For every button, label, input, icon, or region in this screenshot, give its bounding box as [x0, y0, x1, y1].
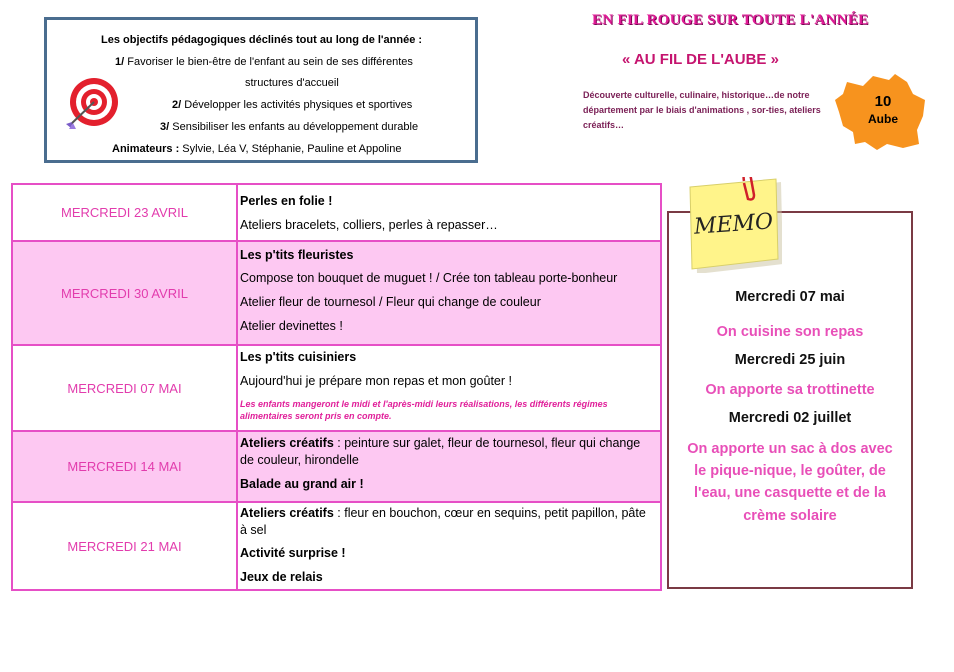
memo-date-1: Mercredi 07 mai: [735, 289, 845, 305]
day-label: MERCREDI 14 MAI: [13, 432, 238, 501]
activity-line: [240, 436, 640, 450]
objectives-title: Les objectifs pédagogiques déclinés tout au long de l'année :: [101, 34, 423, 46]
activity-line: Aujourd'hui je prépare mon repas et mon goûter !: [240, 374, 512, 388]
activity-title: Jeux de relais: [240, 570, 323, 584]
activity-text: : fleur en bouchon, cœur en sequins, petit papillon, pâte: [333, 506, 646, 520]
objective-1: [115, 56, 413, 68]
memo-date-3: Mercredi 02 juillet: [728, 410, 852, 426]
animateurs-label: Animateurs :: [112, 143, 180, 155]
activity-line: de couleur, hirondelle: [240, 453, 359, 467]
activity-line: Ateliers bracelets, colliers, perles à repasser…: [240, 218, 498, 232]
activity-line: Compose ton bouquet de muguet ! / Crée ton tableau porte-bonheur: [240, 271, 618, 285]
schedule-table: [11, 183, 662, 591]
activity-title: Balade au grand air !: [240, 477, 364, 491]
table-row: [13, 432, 660, 503]
activity-title: Perles en folie !: [240, 194, 333, 208]
animateurs: [112, 143, 401, 155]
memo-text-2: On apporte sa trottinette: [705, 382, 875, 398]
memo-date-2: Mercredi 25 juin: [734, 352, 846, 368]
objective-1-number: 1/: [115, 56, 125, 68]
objective-2: [172, 99, 412, 111]
objective-3: [160, 121, 418, 133]
activity-line: [240, 506, 646, 520]
objective-2-number: 2/: [172, 99, 182, 111]
activity-line: Atelier devinettes !: [240, 319, 343, 333]
table-row: [13, 503, 660, 589]
animateurs-names: Sylvie, Léa V, Stéphanie, Pauline et Appoline: [179, 143, 402, 155]
memo-text-3c: l'eau, une casquette et de la: [693, 485, 886, 501]
objective-2-text: Développer les activités physiques et sportives: [181, 99, 413, 111]
objective-1-text: Favoriser le bien-être de l'enfant au sein de ses différentes: [124, 56, 413, 68]
day-label: MERCREDI 07 MAI: [13, 346, 238, 430]
activity-text: : peinture sur galet, fleur de tournesol, fleur qui change: [333, 436, 641, 450]
activity-title: Les p'tits cuisiniers: [240, 350, 357, 364]
activity-title: Activité surprise !: [240, 546, 346, 560]
activity-title: Les p'tits fleuristes: [240, 248, 354, 262]
activity-line: Atelier fleur de tournesol / Fleur qui change de couleur: [240, 295, 541, 309]
activity-line: à sel: [240, 523, 267, 537]
day-label: MERCREDI 23 AVRIL: [13, 185, 238, 240]
activity-note: Les enfants mangeront le midi et l'après-midi leurs réalisations, les différents régimes alimentaires seront pris en compte.: [240, 399, 608, 421]
memo-text-3d: crème solaire: [743, 508, 837, 524]
memo-text-3a: On apporte un sac à dos avec: [687, 441, 893, 457]
discover-text: Découverte culturelle, culinaire, historique…de notre département par le biais d'animations , sor-ties, ateliers créatifs…: [583, 90, 821, 130]
activity-title: Ateliers créatifs: [240, 506, 334, 520]
table-row: [13, 185, 660, 242]
objective-1-continued: structures d'accueil: [245, 77, 339, 89]
day-label: MERCREDI 21 MAI: [13, 503, 238, 589]
memo-text-3b: le pique-nique, le goûter, de: [694, 463, 886, 479]
fil-rouge-heading: EN FIL ROUGE SUR TOUTE L'ANNÉE: [592, 12, 869, 28]
department-name: Aube: [868, 112, 898, 126]
memo-text-1: On cuisine son repas: [716, 324, 864, 340]
table-row: [13, 346, 660, 432]
objectives-box: [44, 17, 478, 163]
target-icon: [63, 76, 119, 132]
activity-title: Ateliers créatifs: [240, 436, 334, 450]
memo-label: MEMO: [693, 209, 774, 240]
objective-3-number: 3/: [160, 121, 170, 133]
objective-3-text: Sensibiliser les enfants au développement durable: [169, 121, 419, 133]
department-number: 10: [874, 93, 892, 110]
table-row: [13, 242, 660, 346]
sticky-note-icon: [684, 177, 782, 273]
day-label: MERCREDI 30 AVRIL: [13, 242, 238, 344]
fil-aube-title: « AU FIL DE L'AUBE »: [622, 51, 779, 68]
